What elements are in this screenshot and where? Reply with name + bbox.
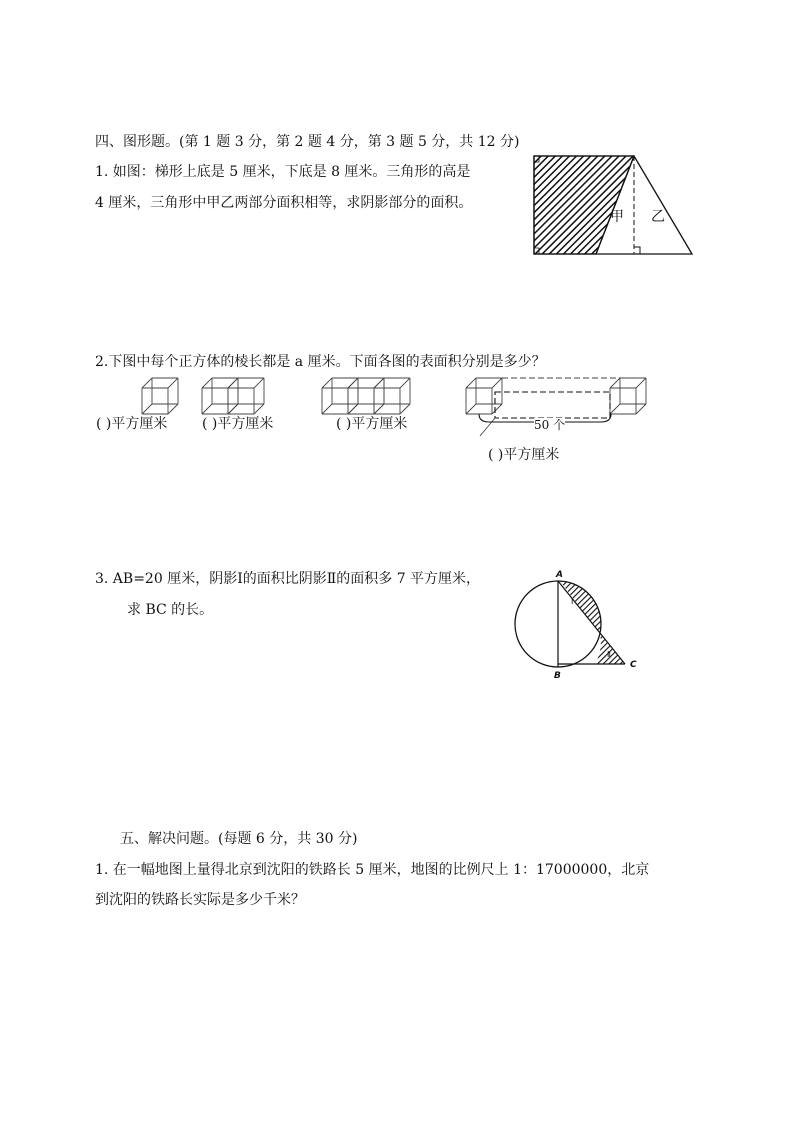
label-A: A [556, 570, 563, 580]
label-region-1: Ⅰ [571, 597, 574, 606]
q3-line2: 求 BC 的长。 [127, 602, 214, 618]
shaded-region [534, 156, 634, 254]
cube [466, 378, 502, 414]
cube [610, 378, 646, 414]
cube [374, 378, 410, 414]
label-region-2: Ⅱ [607, 650, 611, 659]
section5-heading: 五、解决问题。(每题 6 分，共 30 分) [120, 831, 358, 847]
q1-trapezoid-figure [530, 152, 696, 258]
brace-label: 50 个 [534, 418, 566, 432]
q3-line1: 3. AB=20 厘米，阴影Ⅰ的面积比阴影Ⅱ的面积多 7 平方厘米， [95, 571, 481, 587]
cube [228, 378, 264, 414]
q2-answer-3[interactable]: ( )平方厘米 [336, 416, 408, 432]
s5-q1-line1: 1. 在一幅地图上量得北京到沈阳的铁路长 5 厘米，地图的比例尺上 1：17000000，北京 [95, 862, 650, 878]
q2-answer-4[interactable]: ( )平方厘米 [488, 447, 560, 463]
q1-line2: 4 厘米，三角形中甲乙两部分面积相等，求阴影部分的面积。 [95, 195, 473, 211]
label-B: B [554, 671, 561, 681]
cube [142, 378, 178, 414]
label-jia: 甲 [610, 209, 624, 225]
q2-text: 2.下图中每个正方体的棱长都是 a 厘米。下面各图的表面积分别是多少？ [95, 354, 546, 370]
s5-q1-line2: 到沈阳的铁路长实际是多少千米？ [95, 892, 305, 908]
shaded-region-2 [595, 634, 625, 664]
section4-heading: 四、图形题。(第 1 题 3 分，第 2 题 4 分，第 3 题 5 分，共 12 分) [95, 134, 520, 150]
label-C: C [630, 660, 637, 670]
q2-answer-1[interactable]: ( )平方厘米 [96, 416, 168, 432]
right-angle-mark [634, 247, 640, 254]
q1-line1: 1. 如图：梯形上底是 5 厘米，下底是 8 厘米。三角形的高是 [95, 164, 471, 180]
q3-circle-figure [508, 566, 646, 680]
label-yi: 乙 [651, 209, 665, 225]
q2-answer-2[interactable]: ( )平方厘米 [202, 416, 274, 432]
